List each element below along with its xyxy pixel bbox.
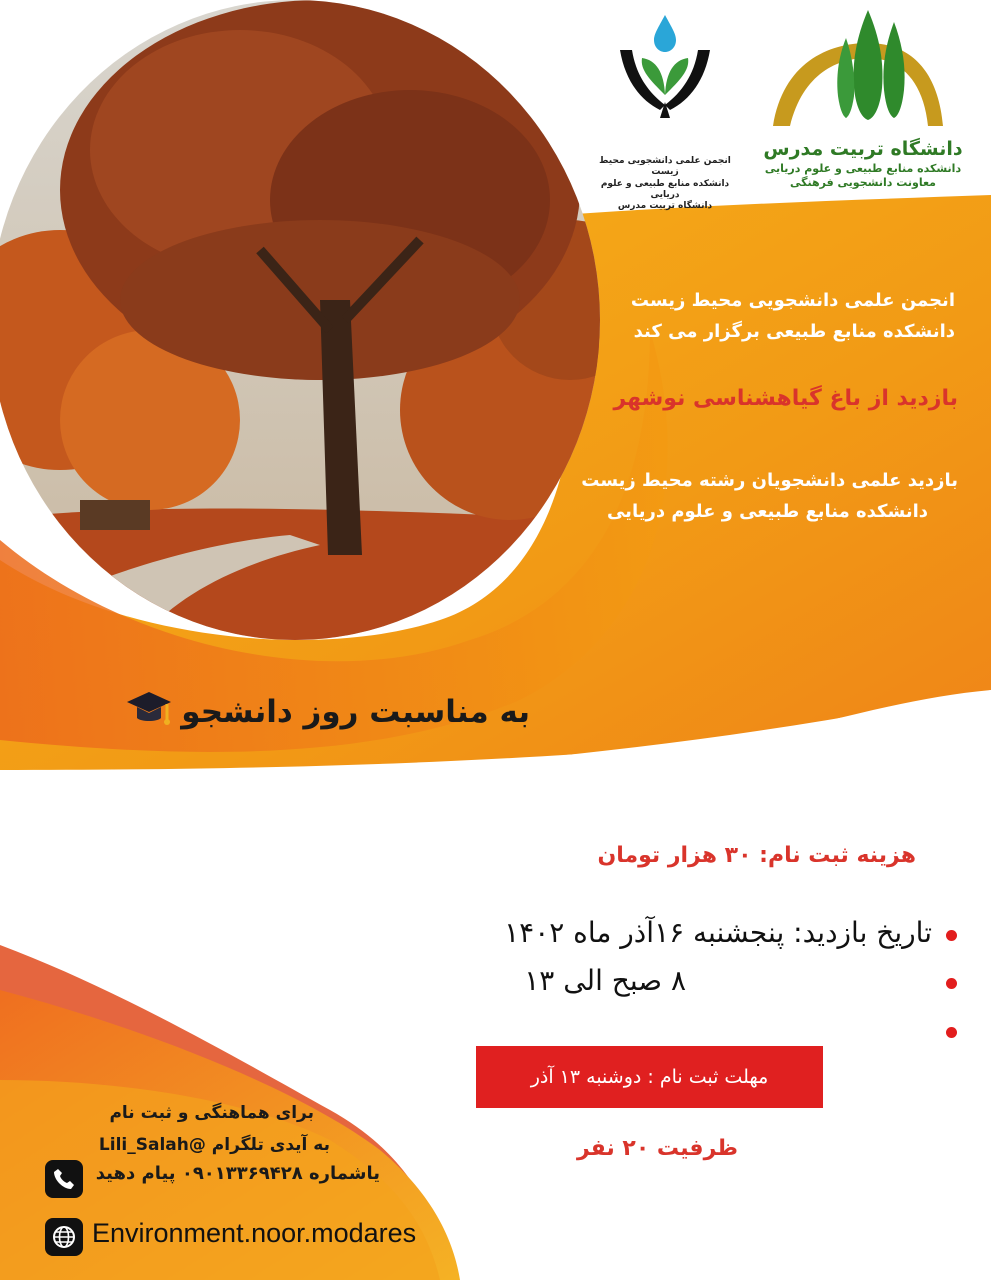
anjoman-logo-text [590, 156, 740, 212]
anjoman-line2: دانشکده منابع طبیعی و علوم دریایی [600, 178, 730, 200]
contact-line2: به آیدی تلگرام @Lili_Salah [98, 1135, 330, 1155]
anjoman-line3: دانشگاه تربیت مدرس [617, 201, 713, 211]
photo-illustration [0, 0, 600, 640]
hands-leaf-icon [610, 10, 720, 120]
contact-line1: برای هماهنگی و ثبت نام [109, 1103, 314, 1123]
bullet-2 [946, 978, 957, 989]
contact-line3: یاشماره ۰۹۰۱۳۳۶۹۴۲۸ پیام دهید [95, 1163, 380, 1184]
registration-deadline: مهلت ثبت نام : دوشنبه ۱۳ آذر [476, 1046, 823, 1108]
description-line2: دانشکده منابع طبیعی و علوم دریایی [606, 501, 928, 522]
visit-time: ۸ صبح الی ۱۳ [524, 964, 686, 997]
cypress-trees-icon [768, 8, 948, 128]
university-faculty: دانشکده منابع طبیعی و علوم دریایی [764, 161, 962, 175]
globe-icon [45, 1218, 83, 1256]
intro-line2: دانشکده منابع طبیعی برگزار می کند [633, 321, 955, 342]
anjoman-line1: انجمن علمی دانشجویی محیط زیست [599, 156, 731, 178]
description-line1: بازدید علمی دانشجویان رشته محیط زیست [581, 470, 958, 491]
university-office: معاونت دانشجویی فرهنگی [790, 175, 936, 189]
intro-block [560, 285, 955, 347]
capacity: ظرفیت ۲۰ نفر [576, 1136, 738, 1161]
intro-line1: انجمن علمی دانشجویی محیط زیست [630, 290, 955, 311]
visit-date: تاریخ بازدید: پنجشنبه ۱۶آذر ماه ۱۴۰۲ [504, 916, 932, 949]
website-link[interactable]: Environment.noor.modares [92, 1218, 417, 1248]
university-name: دانشگاه تربیت مدرس [763, 138, 963, 160]
event-title: بازدید از باغ گیاهشناسی نوشهر [613, 386, 958, 411]
university-logo-text [748, 138, 978, 189]
occasion-banner [70, 688, 530, 736]
bullet-3 [946, 1027, 957, 1038]
university-logo [768, 8, 948, 128]
description-block [540, 465, 958, 527]
occasion-text: به مناسبت روز دانشجو [181, 694, 530, 730]
anjoman-logo [610, 10, 720, 120]
registration-fee: هزینه ثبت نام: ۳۰ هزار تومان [597, 843, 916, 868]
contact-block [40, 1097, 340, 1161]
autumn-tree-photo [0, 0, 600, 640]
graduation-cap-icon [125, 688, 173, 736]
bullet-1 [946, 930, 957, 941]
phone-icon [45, 1160, 83, 1198]
